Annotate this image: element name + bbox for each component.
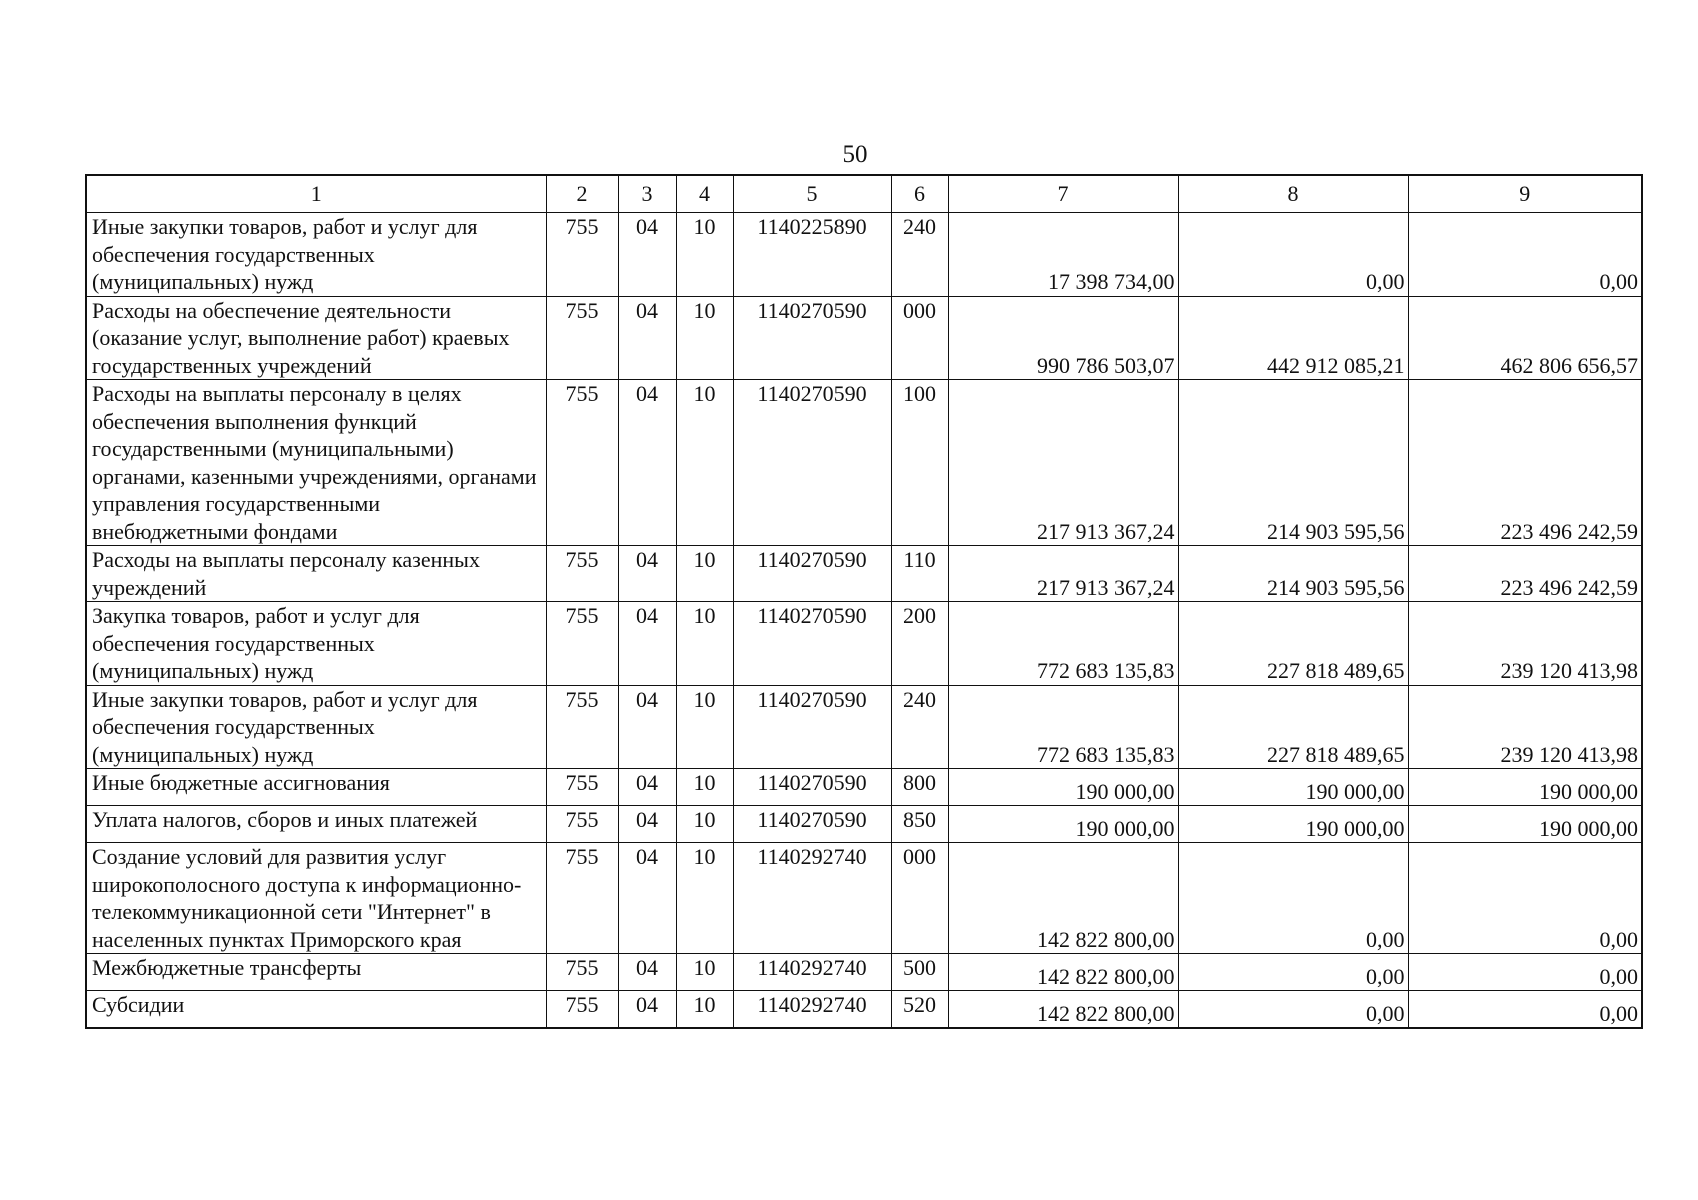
amount-col8: 0,00 — [1178, 991, 1408, 1029]
column-header: 9 — [1408, 175, 1642, 213]
expense-name: Расходы на обеспечение деятельности (оказание услуг, выполнение работ) краевых государственных учреждений — [86, 296, 546, 380]
expense-type-code: 100 — [891, 380, 948, 546]
section-code: 04 — [618, 685, 676, 769]
table-row — [86, 296, 1642, 380]
subsection-code: 10 — [676, 806, 733, 843]
subsection-code: 10 — [676, 843, 733, 954]
amount-col9: 462 806 656,57 — [1408, 296, 1642, 380]
section-code: 04 — [618, 769, 676, 806]
target-article-code: 1140292740 — [733, 991, 891, 1029]
amount-col7: 17 398 734,00 — [948, 213, 1178, 297]
expense-type-code: 000 — [891, 296, 948, 380]
column-header: 3 — [618, 175, 676, 213]
target-article-code: 1140270590 — [733, 546, 891, 602]
amount-col9: 0,00 — [1408, 843, 1642, 954]
ministry-code: 755 — [546, 546, 618, 602]
amount-col9: 223 496 242,59 — [1408, 380, 1642, 546]
section-code: 04 — [618, 546, 676, 602]
amount-col7: 142 822 800,00 — [948, 991, 1178, 1029]
table-row — [86, 213, 1642, 297]
amount-col9: 223 496 242,59 — [1408, 546, 1642, 602]
expense-name: Создание условий для развития услуг широкополосного доступа к информационно-телекоммуникационной сети "Интернет" в населенных пунктах Приморского края — [86, 843, 546, 954]
expense-name: Иные закупки товаров, работ и услуг для обеспечения государственных (муниципальных) нужд — [86, 213, 546, 297]
amount-col9: 0,00 — [1408, 954, 1642, 991]
table-row — [86, 602, 1642, 686]
expense-type-code: 800 — [891, 769, 948, 806]
amount-col8: 0,00 — [1178, 843, 1408, 954]
amount-col7: 772 683 135,83 — [948, 602, 1178, 686]
table-row — [86, 546, 1642, 602]
amount-col8: 190 000,00 — [1178, 806, 1408, 843]
expense-name: Иные закупки товаров, работ и услуг для обеспечения государственных (муниципальных) нужд — [86, 685, 546, 769]
subsection-code: 10 — [676, 954, 733, 991]
amount-col9: 0,00 — [1408, 991, 1642, 1029]
ministry-code: 755 — [546, 380, 618, 546]
amount-col8: 442 912 085,21 — [1178, 296, 1408, 380]
amount-col9: 239 120 413,98 — [1408, 602, 1642, 686]
subsection-code: 10 — [676, 213, 733, 297]
target-article-code: 1140292740 — [733, 843, 891, 954]
subsection-code: 10 — [676, 602, 733, 686]
ministry-code: 755 — [546, 954, 618, 991]
table-row — [86, 991, 1642, 1029]
ministry-code: 755 — [546, 843, 618, 954]
column-header: 8 — [1178, 175, 1408, 213]
column-number-row — [86, 175, 1642, 213]
ministry-code: 755 — [546, 296, 618, 380]
section-code: 04 — [618, 991, 676, 1029]
subsection-code: 10 — [676, 991, 733, 1029]
expense-name: Уплата налогов, сборов и иных платежей — [86, 806, 546, 843]
subsection-code: 10 — [676, 685, 733, 769]
target-article-code: 1140225890 — [733, 213, 891, 297]
ministry-code: 755 — [546, 806, 618, 843]
amount-col8: 214 903 595,56 — [1178, 380, 1408, 546]
budget-table — [85, 174, 1643, 1029]
column-header: 4 — [676, 175, 733, 213]
expense-type-code: 000 — [891, 843, 948, 954]
target-article-code: 1140270590 — [733, 685, 891, 769]
table-row — [86, 685, 1642, 769]
table-row — [86, 954, 1642, 991]
subsection-code: 10 — [676, 380, 733, 546]
section-code: 04 — [618, 380, 676, 546]
column-header: 7 — [948, 175, 1178, 213]
table-row — [86, 843, 1642, 954]
amount-col7: 772 683 135,83 — [948, 685, 1178, 769]
amount-col9: 239 120 413,98 — [1408, 685, 1642, 769]
column-header: 5 — [733, 175, 891, 213]
expense-type-code: 240 — [891, 685, 948, 769]
target-article-code: 1140270590 — [733, 602, 891, 686]
expense-name: Закупка товаров, работ и услуг для обеспечения государственных (муниципальных) нужд — [86, 602, 546, 686]
ministry-code: 755 — [546, 685, 618, 769]
expense-name: Иные бюджетные ассигнования — [86, 769, 546, 806]
expense-type-code: 850 — [891, 806, 948, 843]
table-row — [86, 380, 1642, 546]
amount-col9: 190 000,00 — [1408, 769, 1642, 806]
expense-type-code: 500 — [891, 954, 948, 991]
table-row — [86, 769, 1642, 806]
target-article-code: 1140292740 — [733, 954, 891, 991]
amount-col7: 217 913 367,24 — [948, 380, 1178, 546]
amount-col7: 142 822 800,00 — [948, 954, 1178, 991]
column-header: 1 — [86, 175, 546, 213]
amount-col7: 142 822 800,00 — [948, 843, 1178, 954]
subsection-code: 10 — [676, 296, 733, 380]
amount-col9: 0,00 — [1408, 213, 1642, 297]
section-code: 04 — [618, 602, 676, 686]
section-code: 04 — [618, 806, 676, 843]
target-article-code: 1140270590 — [733, 806, 891, 843]
subsection-code: 10 — [676, 769, 733, 806]
ministry-code: 755 — [546, 991, 618, 1029]
expense-type-code: 240 — [891, 213, 948, 297]
expense-name: Субсидии — [86, 991, 546, 1029]
expense-name: Межбюджетные трансферты — [86, 954, 546, 991]
ministry-code: 755 — [546, 769, 618, 806]
expense-name: Расходы на выплаты персоналу в целях обеспечения выполнения функций государственными (муниципальными) органами, казенными учреждениями, органами управления государственными внебюджетными фондами — [86, 380, 546, 546]
target-article-code: 1140270590 — [733, 296, 891, 380]
amount-col8: 0,00 — [1178, 213, 1408, 297]
section-code: 04 — [618, 213, 676, 297]
amount-col8: 190 000,00 — [1178, 769, 1408, 806]
amount-col9: 190 000,00 — [1408, 806, 1642, 843]
amount-col8: 227 818 489,65 — [1178, 685, 1408, 769]
column-header: 6 — [891, 175, 948, 213]
expense-type-code: 200 — [891, 602, 948, 686]
expense-type-code: 520 — [891, 991, 948, 1029]
amount-col8: 214 903 595,56 — [1178, 546, 1408, 602]
subsection-code: 10 — [676, 546, 733, 602]
target-article-code: 1140270590 — [733, 769, 891, 806]
section-code: 04 — [618, 954, 676, 991]
column-header: 2 — [546, 175, 618, 213]
amount-col7: 990 786 503,07 — [948, 296, 1178, 380]
target-article-code: 1140270590 — [733, 380, 891, 546]
amount-col7: 190 000,00 — [948, 769, 1178, 806]
amount-col7: 190 000,00 — [948, 806, 1178, 843]
amount-col8: 227 818 489,65 — [1178, 602, 1408, 686]
ministry-code: 755 — [546, 602, 618, 686]
amount-col8: 0,00 — [1178, 954, 1408, 991]
ministry-code: 755 — [546, 213, 618, 297]
table-row — [86, 806, 1642, 843]
expense-type-code: 110 — [891, 546, 948, 602]
section-code: 04 — [618, 296, 676, 380]
section-code: 04 — [618, 843, 676, 954]
expense-name: Расходы на выплаты персоналу казенных учреждений — [86, 546, 546, 602]
amount-col7: 217 913 367,24 — [948, 546, 1178, 602]
page-number: 50 — [842, 141, 868, 168]
